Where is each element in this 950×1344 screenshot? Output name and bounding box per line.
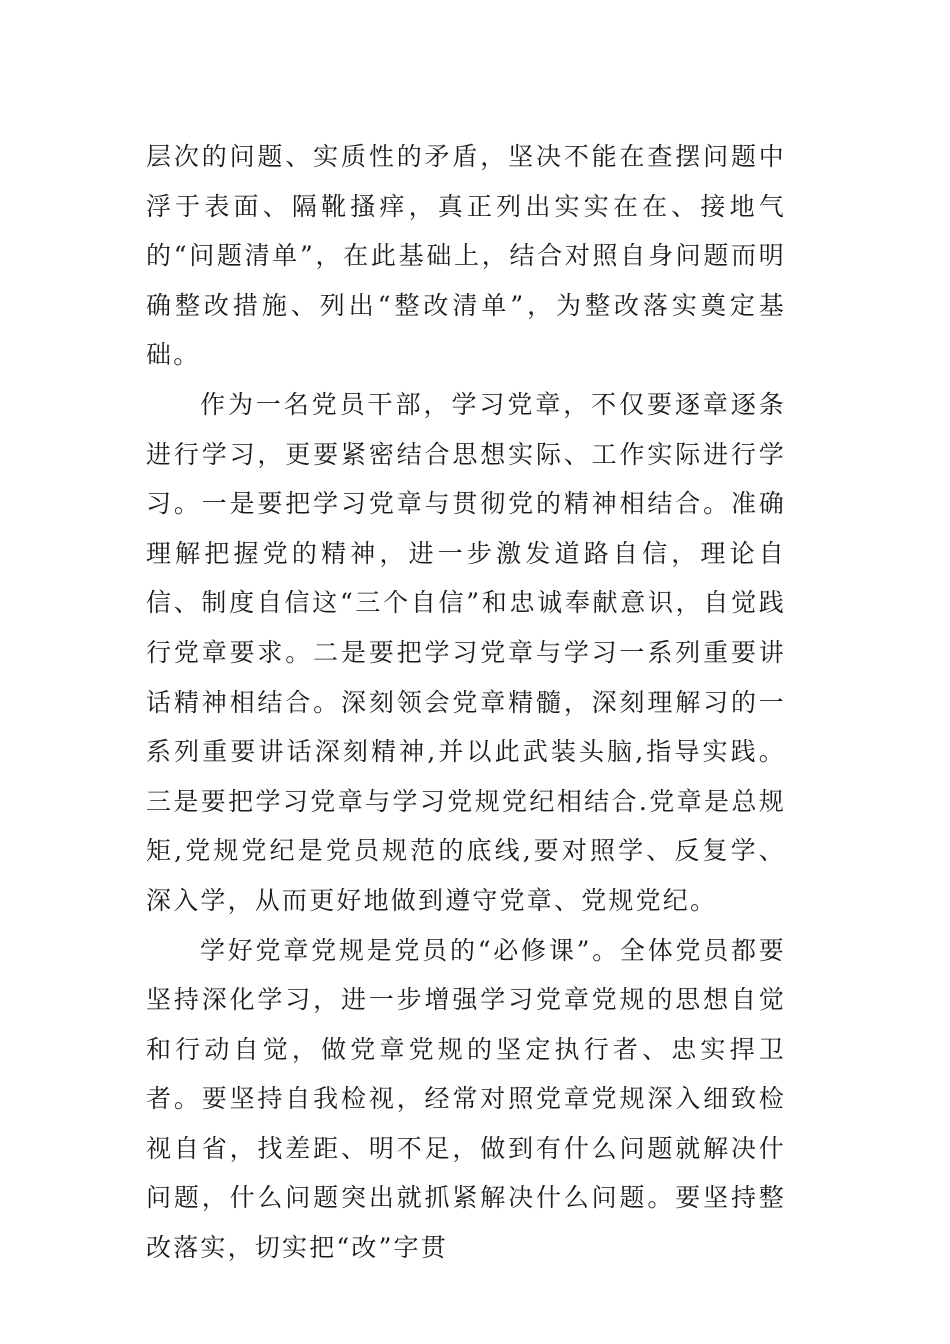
paragraph-3: 学好党章党规是党员的“必修课”。全体党员都要坚持深化学习，进一步增强学习党章党规的思想自觉和行动自觉，做党章党规的坚定执行者、忠实捍卫者。要坚持自我检视，经常对照党章党规深入细致检视自省，找差距、明不足，做到有什么问题就解决什问题，什么问题突出就抓紧解决什么问题。要坚持整改落实，切实把“改”字贯 — [146, 935, 786, 1263]
paragraph-1: 层次的问题、实质性的矛盾，坚决不能在查摆问题中浮于表面、隔靴搔痒，真正列出实实在在、接地气的“问题清单”，在此基础上，结合对照自身问题而明确整改措施、列出“整改清单”，为整改落实奠定基础。 — [146, 142, 786, 370]
document-body — [146, 132, 786, 1273]
paragraph-2: 作为一名党员干部，学习党章，不仅要逐章逐条进行学习，更要紧密结合思想实际、工作实际进行学习。一是要把学习党章与贯彻党的精神相结合。准确理解把握党的精神，进一步激发道路自信，理论自信、制度自信这“三个自信”和忠诚奉献意识，自觉践行党章要求。二是要把学习党章与学习一系列重要讲话精神相结合。深刻领会党章精髓，深刻理解习的一系列重要讲话深刻精神,并以此武装头脑,指导实践。三是要把学习党章与学习党规党纪相结合.党章是总规矩,党规党纪是党员规范的底线,要对照学、反复学、深入学，从而更好地做到遵守党章、党规党纪。 — [146, 389, 786, 915]
